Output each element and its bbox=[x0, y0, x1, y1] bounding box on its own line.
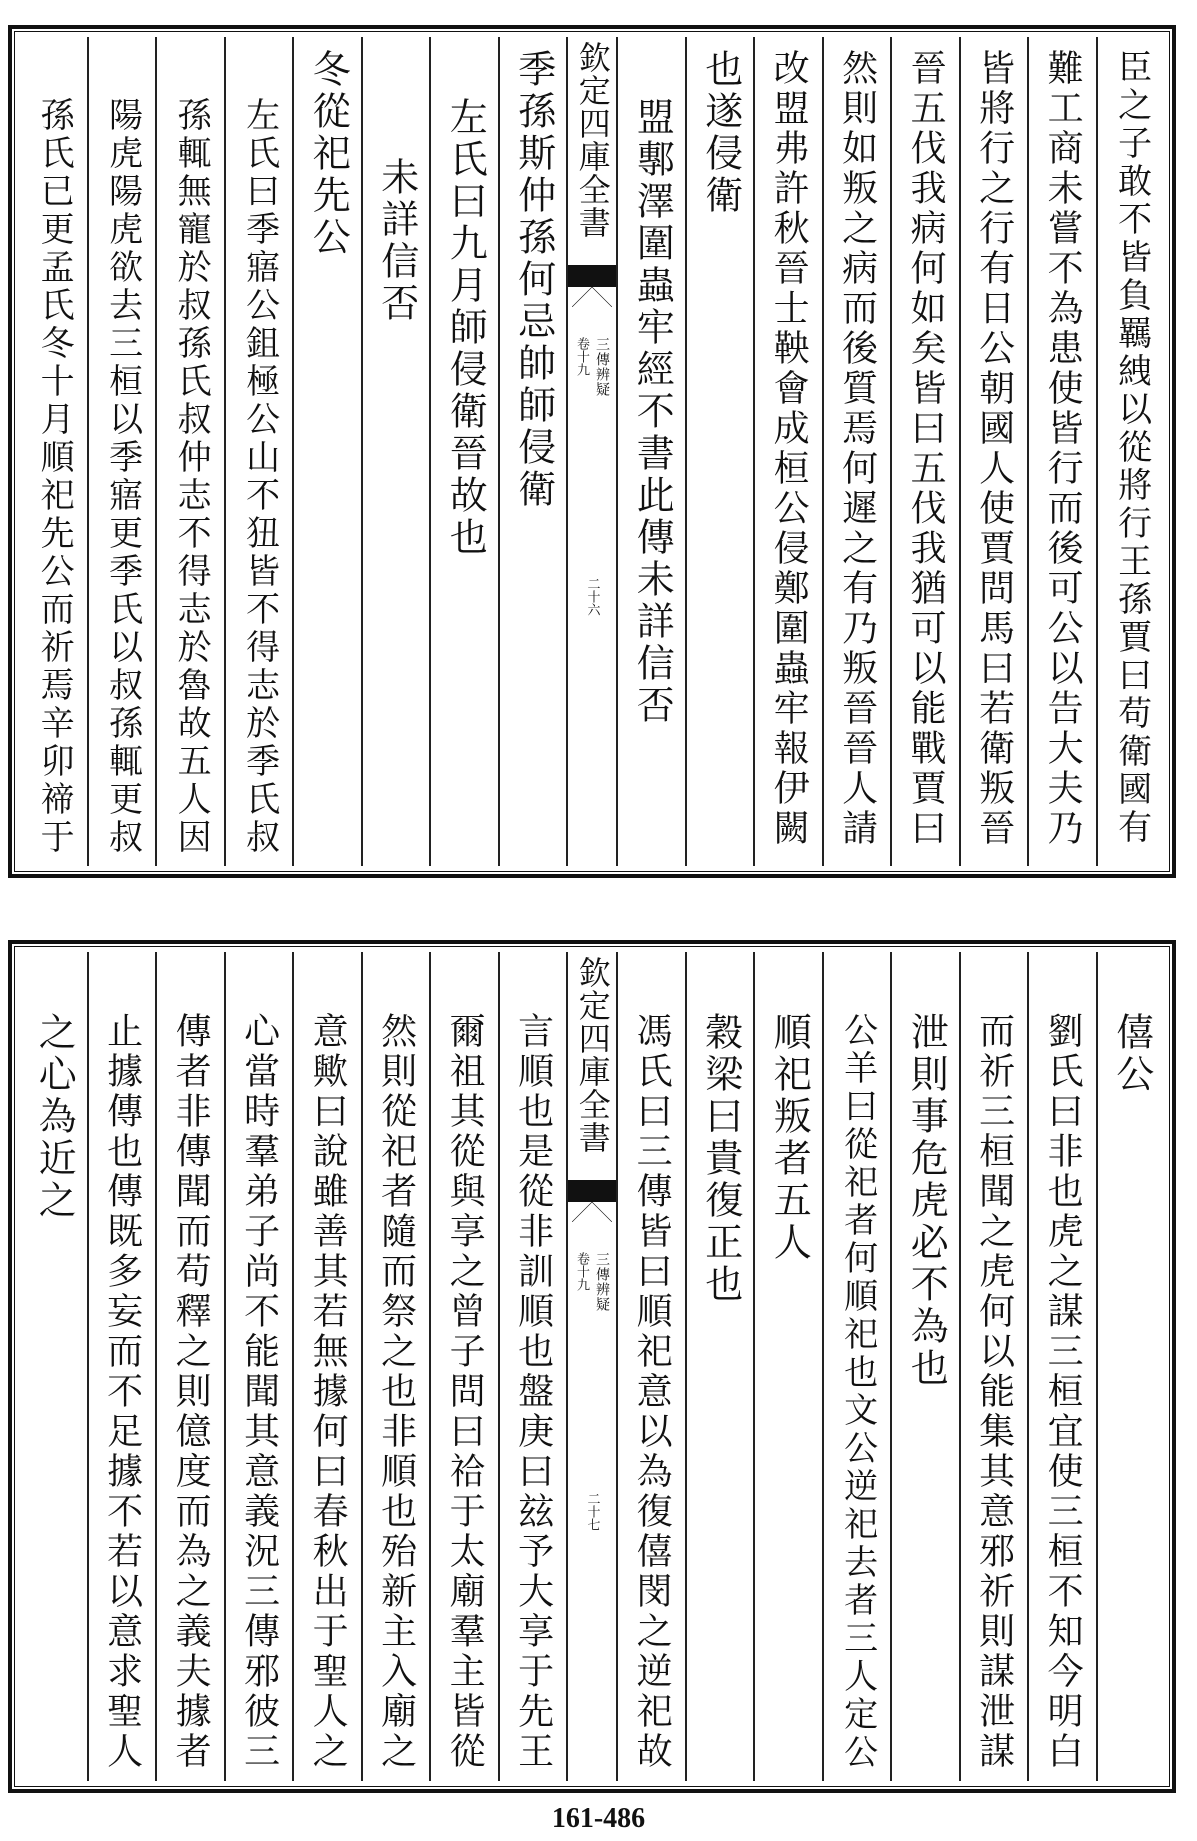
text-column bbox=[616, 952, 685, 1781]
column-text: 傳者非傳聞而苟釋之則億度而為之義夫據者 bbox=[170, 1012, 212, 1772]
column-text: 盟鄟澤圍蟲牢經不書此傳未詳信否 bbox=[630, 97, 675, 727]
fish-tail-ornament bbox=[568, 1180, 616, 1202]
text-column bbox=[959, 952, 1028, 1781]
text-column bbox=[20, 37, 87, 866]
text-column bbox=[498, 37, 567, 866]
column-text: 止據傳也傳既多妄而不足據不若以意求聖人 bbox=[101, 1012, 143, 1772]
column-text: 泄則事危虎必不為也 bbox=[904, 1012, 949, 1390]
column-text: 心當時羣弟子尚不能聞其意義況三傳邪彼三 bbox=[238, 1012, 280, 1772]
text-column bbox=[685, 952, 754, 1781]
text-column bbox=[685, 37, 754, 866]
bottom-columns bbox=[20, 952, 1164, 1781]
text-column bbox=[361, 37, 430, 866]
text-column bbox=[1096, 952, 1165, 1781]
column-text: 孫輒無寵於叔孫氏叔仲志不得志於魯故五人因 bbox=[171, 97, 212, 857]
text-column bbox=[87, 952, 156, 1781]
column-text: 之心為近之 bbox=[32, 1012, 77, 1222]
column-text: 皆將行之行有日公朝國人使賈問馬曰若衛叛晉 bbox=[973, 49, 1015, 849]
text-column bbox=[224, 952, 293, 1781]
column-text: 然則如叛之病而後質焉何遲之有乃叛晉晉人請 bbox=[836, 49, 878, 849]
column-text: 季孫斯仲孫何忌帥師侵衛 bbox=[511, 49, 556, 511]
text-column bbox=[292, 952, 361, 1781]
text-column bbox=[498, 952, 567, 1781]
text-column bbox=[959, 37, 1028, 866]
text-column bbox=[155, 952, 224, 1781]
column-text: 公羊曰從祀者何順祀也文公逆祀去者三人定公 bbox=[837, 1012, 878, 1772]
folio-number: 二十七 bbox=[584, 1492, 600, 1531]
text-column bbox=[616, 37, 685, 866]
text-column bbox=[753, 37, 822, 866]
text-column bbox=[890, 952, 959, 1781]
text-column bbox=[1027, 952, 1096, 1781]
bottom-page bbox=[8, 940, 1176, 1793]
column-text: 僖公 bbox=[1109, 1012, 1154, 1096]
spine-volume: 卷十九 bbox=[574, 337, 589, 376]
center-spine bbox=[566, 952, 616, 1781]
column-text: 臣之子敢不皆負羈絏以從將行王孫賈曰苟衛國有 bbox=[1111, 49, 1152, 847]
text-column bbox=[292, 37, 361, 866]
column-text: 意歟曰說雖善其若無據何曰春秋出于聖人之 bbox=[307, 1012, 349, 1772]
column-text: 馮氏曰三傳皆曰順祀意以為復僖閔之逆祀故 bbox=[631, 1012, 673, 1772]
spine-title: 欽定四庫全書 bbox=[573, 956, 612, 1154]
spine-title: 欽定四庫全書 bbox=[573, 41, 612, 239]
column-text: 順祀叛者五人 bbox=[767, 1012, 812, 1264]
spine-volume: 卷十九 bbox=[574, 1252, 589, 1291]
page-number: 161-486 bbox=[551, 1803, 646, 1834]
column-text: 孫氏已更孟氏冬十月順祀先公而祈焉辛卯禘于 bbox=[34, 97, 75, 857]
text-column bbox=[1027, 37, 1096, 866]
text-column bbox=[20, 952, 87, 1781]
top-page bbox=[8, 25, 1176, 878]
column-text: 爾祖其從與享之曾子問曰祫于太廟羣主皆從 bbox=[444, 1012, 486, 1772]
text-column bbox=[1096, 37, 1165, 866]
text-column bbox=[87, 37, 156, 866]
column-text: 冬從祀先公 bbox=[306, 49, 351, 259]
text-column bbox=[822, 37, 891, 866]
column-text: 劉氏曰非也虎之謀三桓宜使三桓不知今明白 bbox=[1042, 1012, 1084, 1772]
column-text: 難工商未嘗不為患使皆行而後可公以告大夫乃 bbox=[1042, 49, 1084, 849]
fish-tail-ornament bbox=[568, 265, 616, 287]
column-text: 也遂侵衛 bbox=[698, 49, 743, 217]
spine-book-title: 三傳辨疑 bbox=[594, 337, 610, 397]
spine-book-title: 三傳辨疑 bbox=[594, 1252, 610, 1312]
text-column bbox=[155, 37, 224, 866]
text-column bbox=[429, 952, 498, 1781]
column-text: 左氏曰季寤公鉏極公山不狃皆不得志於季氏叔 bbox=[239, 97, 280, 857]
column-text: 晉五伐我病何如矣皆曰五伐我猶可以能戰賈曰 bbox=[905, 49, 947, 849]
column-text: 而祈三桓聞之虎何以能集其意邪祈則謀泄謀 bbox=[973, 1012, 1015, 1772]
column-text: 穀梁曰貴復正也 bbox=[698, 1012, 743, 1306]
text-column bbox=[822, 952, 891, 1781]
column-text: 言順也是從非訓順也盤庚曰玆予大享于先王 bbox=[512, 1012, 554, 1772]
center-spine bbox=[566, 37, 616, 866]
folio-number: 二十六 bbox=[584, 577, 600, 616]
text-column bbox=[361, 952, 430, 1781]
column-text: 然則從祀者隨而祭之也非順也殆新主入廟之 bbox=[375, 1012, 417, 1772]
text-column bbox=[753, 952, 822, 1781]
text-column bbox=[224, 37, 293, 866]
column-text: 改盟弗許秋晉士鞅會成桓公侵鄭圍蟲牢報伊闕 bbox=[768, 49, 810, 849]
column-text: 陽虎陽虎欲去三桓以季寤更季氏以叔孫輒更叔 bbox=[102, 97, 143, 857]
top-columns bbox=[20, 37, 1164, 866]
text-column bbox=[429, 37, 498, 866]
column-text: 左氏曰九月師侵衛晉故也 bbox=[443, 97, 488, 559]
text-column bbox=[890, 37, 959, 866]
column-text: 未詳信否 bbox=[374, 157, 419, 325]
